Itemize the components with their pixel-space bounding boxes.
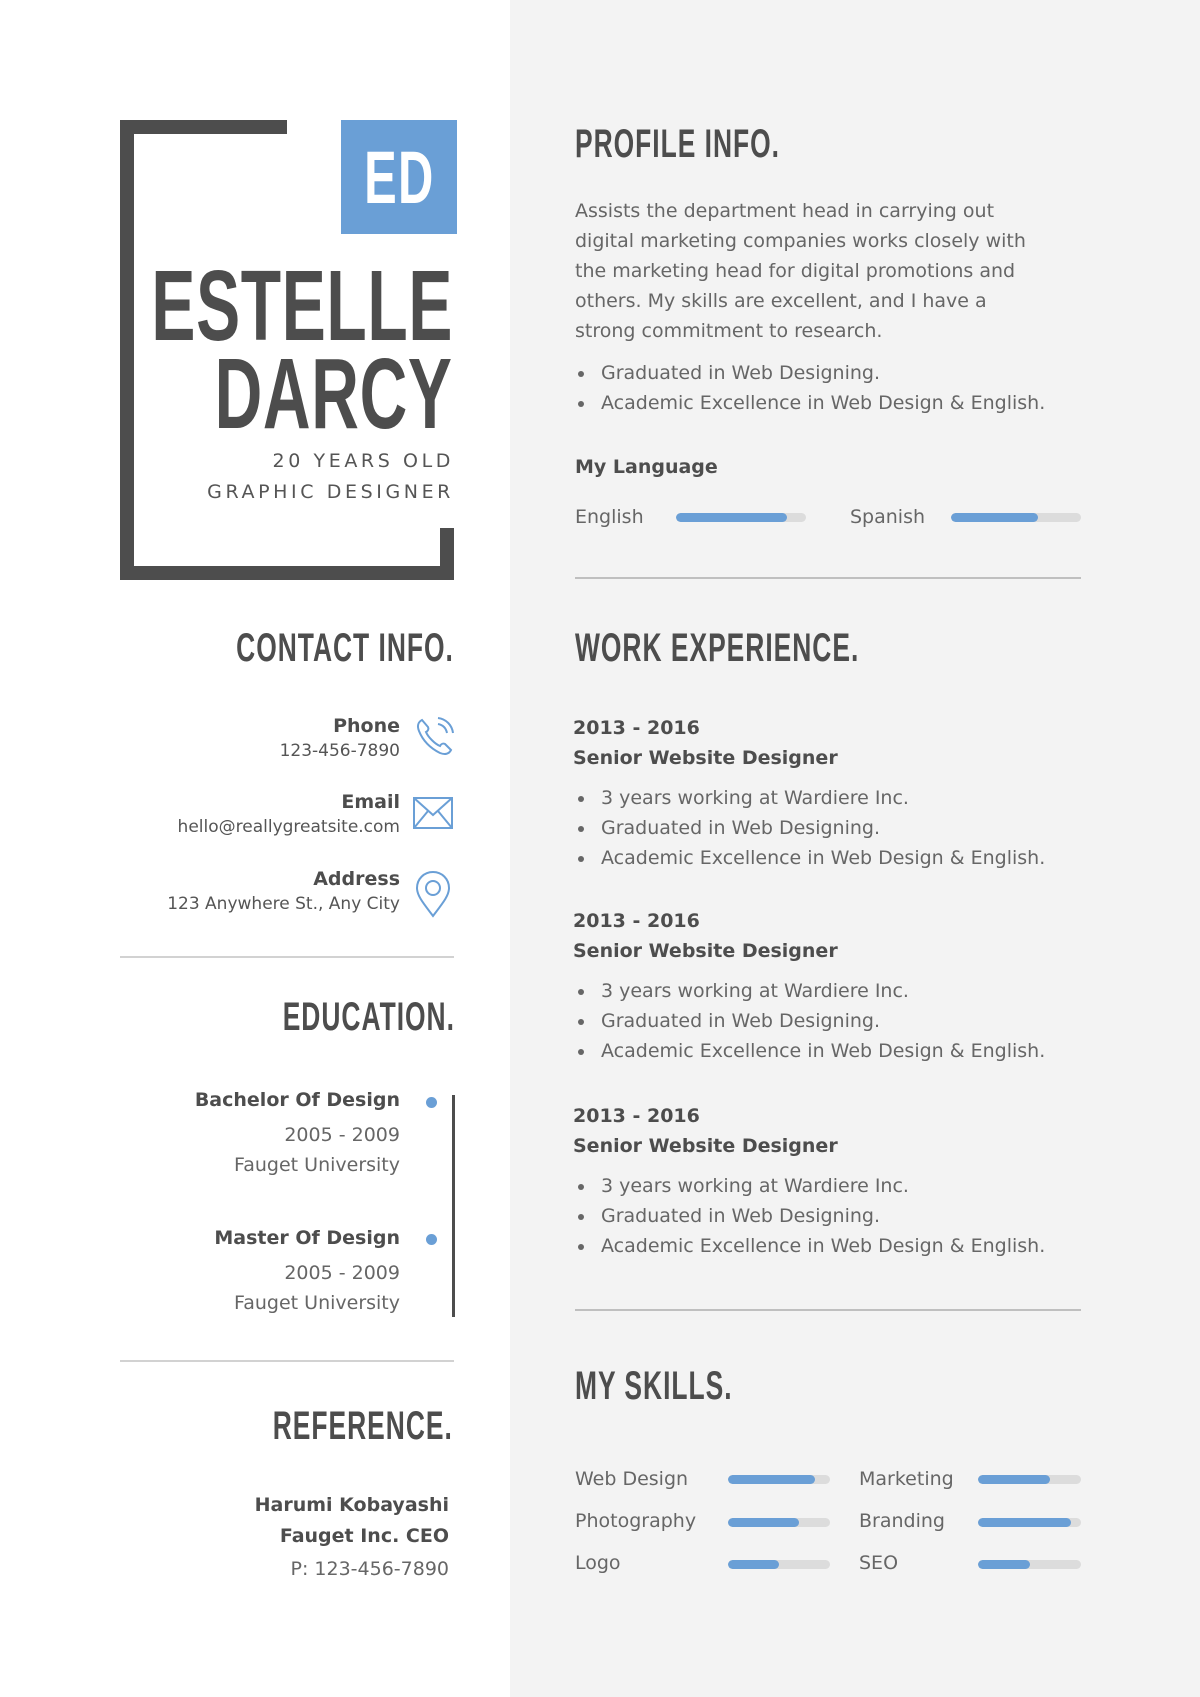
skill-fill <box>728 1560 779 1569</box>
list-item: 3 years working at Wardiere Inc. <box>575 783 1045 813</box>
reference-phone: P: 123-456-7890 <box>290 1558 449 1580</box>
work-title: Senior Website Designer <box>573 1135 838 1157</box>
work-title: Senior Website Designer <box>573 747 838 769</box>
language-english-label: English <box>575 506 644 528</box>
monogram-badge <box>341 120 457 234</box>
skill-bar <box>728 1518 830 1527</box>
language-english-fill <box>676 513 787 522</box>
right-divider-2 <box>575 1309 1081 1311</box>
right-divider-1 <box>575 577 1081 579</box>
work-title: Senior Website Designer <box>573 940 838 962</box>
left-divider-2 <box>120 1360 454 1362</box>
education-timeline <box>452 1095 455 1317</box>
language-heading: My Language <box>575 456 718 478</box>
work-entry <box>573 1101 1045 1261</box>
skill-label: Logo <box>575 1552 621 1574</box>
education-years: 2005 - 2009 <box>284 1262 400 1284</box>
education-degree: Bachelor Of Design <box>194 1089 400 1111</box>
list-item: Academic Excellence in Web Design & English. <box>575 1036 1045 1066</box>
list-item: Graduated in Web Designing. <box>575 813 1045 843</box>
skill-label: SEO <box>859 1552 899 1574</box>
skill-fill <box>978 1560 1030 1569</box>
profile-line: Assists the department head in carrying out <box>575 200 995 222</box>
list-item: Graduated in Web Designing. <box>575 1006 1045 1036</box>
mail-icon <box>412 796 454 830</box>
profile-line: strong commitment to research. <box>575 320 883 342</box>
list-item: 3 years working at Wardiere Inc. <box>575 1171 1045 1201</box>
list-item: Academic Excellence in Web Design & English. <box>575 843 1045 873</box>
contact-phone-value[interactable]: 123-456-7890 <box>279 741 400 761</box>
skill-label: Web Design <box>575 1468 689 1490</box>
location-pin-icon <box>414 870 452 918</box>
contact-email-label: Email <box>341 791 400 813</box>
contact-heading: CONTACT INFO. <box>236 626 454 670</box>
skill-bar <box>728 1475 830 1484</box>
profile-bullets <box>575 358 1045 418</box>
subtitle-role: GRAPHIC DESIGNER <box>207 481 454 503</box>
language-spanish-fill <box>951 513 1038 522</box>
profile-line: the marketing head for digital promotions and <box>575 260 1016 282</box>
work-entry <box>573 713 1045 873</box>
subtitle-age: 20 YEARS OLD <box>272 450 454 472</box>
education-years: 2005 - 2009 <box>284 1124 400 1146</box>
phone-icon <box>414 716 454 758</box>
education-heading: EDUCATION. <box>282 995 455 1039</box>
education-school: Fauget University <box>234 1154 400 1176</box>
name-frame-left <box>120 120 134 580</box>
monogram-text: ED <box>363 135 435 219</box>
left-divider-1 <box>120 956 454 958</box>
reference-title: Fauget Inc. CEO <box>279 1525 449 1547</box>
list-item: Academic Excellence in Web Design & English. <box>575 1231 1045 1261</box>
contact-email-value[interactable]: hello@reallygreatsite.com <box>177 817 400 837</box>
skill-label: Photography <box>575 1510 697 1532</box>
work-entry <box>573 906 1045 1066</box>
language-spanish-bar <box>951 513 1081 522</box>
name-frame-right <box>440 528 454 580</box>
name-first: ESTELLE <box>151 250 453 362</box>
skill-bar <box>978 1518 1081 1527</box>
education-school: Fauget University <box>234 1292 400 1314</box>
timeline-dot <box>426 1234 437 1245</box>
skill-fill <box>728 1518 799 1527</box>
language-english-bar <box>676 513 806 522</box>
skill-bar <box>728 1560 830 1569</box>
skill-label: Marketing <box>859 1468 954 1490</box>
skill-label: Branding <box>859 1510 945 1532</box>
work-years: 2013 - 2016 <box>573 910 700 932</box>
work-years: 2013 - 2016 <box>573 1105 700 1127</box>
work-bullets <box>575 1171 1045 1261</box>
education-degree: Master Of Design <box>214 1227 400 1249</box>
work-bullets <box>575 783 1045 873</box>
language-spanish-label: Spanish <box>850 506 926 528</box>
list-item: Academic Excellence in Web Design & English. <box>575 388 1045 418</box>
profile-line: others. My skills are excellent, and I have a <box>575 290 987 312</box>
reference-heading: REFERENCE. <box>272 1404 453 1448</box>
name-last: DARCY <box>215 338 453 450</box>
skill-bar <box>978 1560 1081 1569</box>
skill-fill <box>728 1475 815 1484</box>
list-item: Graduated in Web Designing. <box>575 1201 1045 1231</box>
profile-line: digital marketing companies works closely with <box>575 230 1026 252</box>
work-bullets <box>575 976 1045 1066</box>
skill-bar <box>978 1475 1081 1484</box>
profile-heading: PROFILE INFO. <box>575 122 781 166</box>
profile-summary <box>575 196 1026 346</box>
skill-fill <box>978 1518 1071 1527</box>
skill-fill <box>978 1475 1050 1484</box>
reference-name: Harumi Kobayashi <box>254 1494 449 1516</box>
contact-address-value: 123 Anywhere St., Any City <box>167 894 400 914</box>
name-frame-top <box>120 120 287 134</box>
skills-heading: MY SKILLS. <box>575 1364 733 1408</box>
work-heading: WORK EXPERIENCE. <box>575 626 860 670</box>
contact-address-label: Address <box>313 868 400 890</box>
name-frame-bottom <box>120 566 454 580</box>
work-years: 2013 - 2016 <box>573 717 700 739</box>
list-item: 3 years working at Wardiere Inc. <box>575 976 1045 1006</box>
contact-phone-label: Phone <box>333 715 400 737</box>
list-item: Graduated in Web Designing. <box>575 358 1045 388</box>
timeline-dot <box>426 1097 437 1108</box>
